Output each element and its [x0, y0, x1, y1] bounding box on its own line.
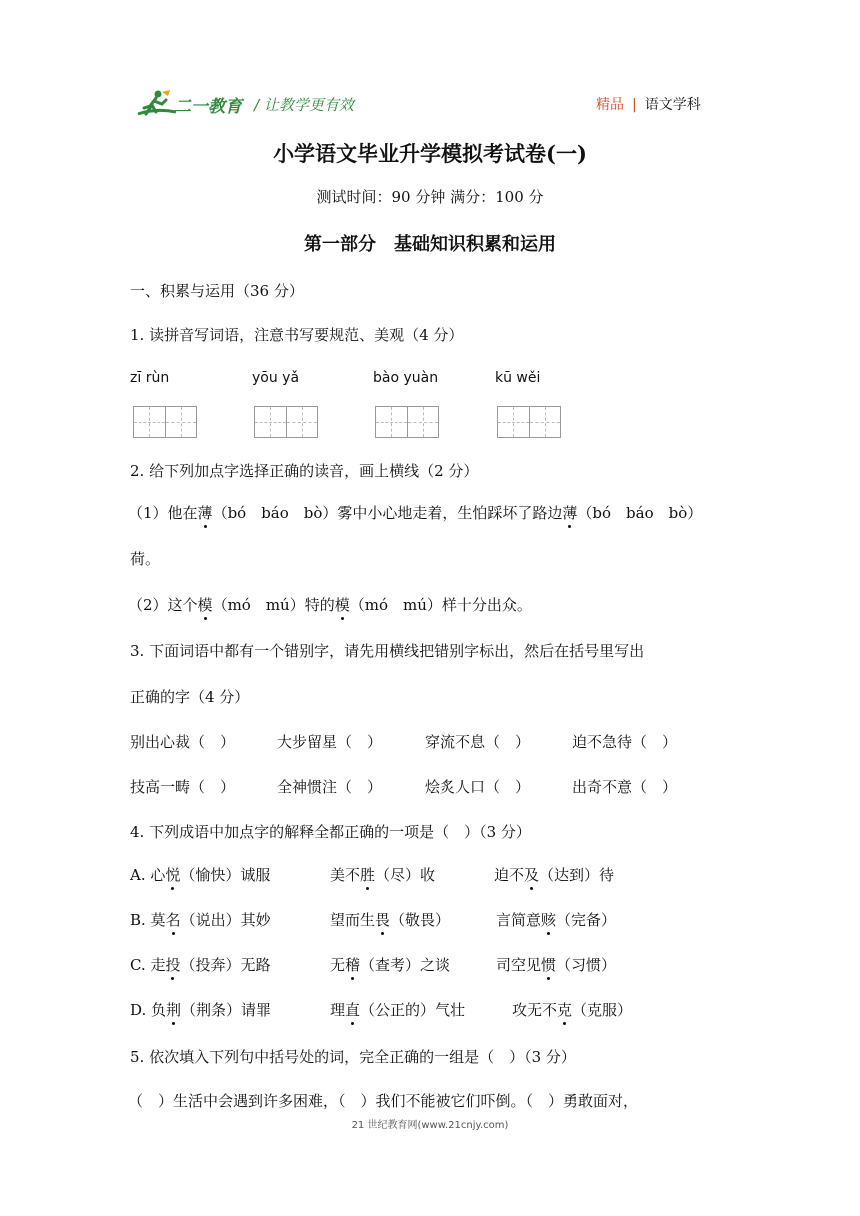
q1-writing-grid-2[interactable] — [254, 406, 318, 438]
q4-option-b — [130, 909, 616, 930]
dotted-char: 惯 — [541, 956, 557, 974]
subject-badge — [596, 94, 701, 114]
opt-text: 美不 — [330, 866, 361, 884]
subject-label: 语文学科 — [644, 97, 701, 113]
dotted-char: 直 — [345, 1001, 361, 1019]
dotted-char: 薄 — [197, 504, 213, 522]
opt-text: B. 莫 — [130, 911, 166, 929]
opt-text: （敬畏） — [390, 911, 451, 929]
q2-s1-part-a: （1）他在 — [128, 504, 198, 522]
opt-text: （达到）待 — [539, 866, 615, 884]
dotted-char: 投 — [165, 956, 181, 974]
q3-item: 烩炙人口（ ） — [425, 778, 531, 796]
q2-sentence-2 — [128, 594, 532, 615]
opt-text: （荆条）请罪 — [181, 1001, 272, 1019]
q4-option-c — [130, 954, 616, 975]
opt-text: （公正的）气壮 — [360, 1001, 466, 1019]
dotted-char: 模 — [334, 596, 350, 614]
q3-item: 穿流不息（ ） — [425, 733, 531, 751]
q1-pinyin-1: zī rùn — [130, 370, 170, 386]
q1-pinyin-3: bào yuàn — [373, 370, 439, 386]
q2-s2-part-a: （2）这个 — [128, 596, 198, 614]
q3-text-2: 正确的字（4 分） — [130, 688, 250, 706]
opt-text: 攻无不 — [512, 1001, 558, 1019]
q4-text: 4. 下列成语中加点字的解释全都正确的一项是（ ）（3 分） — [130, 823, 531, 841]
q5-line: （ ）生活中会遇到许多困难，（ ）我们不能被它们吓倒。（ ）勇敢面对， — [128, 1092, 639, 1110]
page-title: 小学语文毕业升学模拟考试卷(一) — [273, 141, 587, 166]
q3-item: 技高一畴（ ） — [130, 778, 236, 796]
q1-writing-grid-4[interactable] — [497, 406, 561, 438]
brand-logo — [136, 88, 246, 120]
dotted-char: 悦 — [165, 866, 181, 884]
opt-text: （投奔）无路 — [180, 956, 271, 974]
q2-sentence-1 — [128, 502, 702, 523]
opt-text: 言简意 — [496, 911, 542, 929]
dotted-char: 赅 — [541, 911, 557, 929]
q2-s1-part-b: （bó báo bò）雾中小心地走着，生怕踩坏了路边 — [212, 504, 563, 522]
opt-text: 迫不 — [494, 866, 525, 884]
opt-text: （克服） — [572, 1001, 633, 1019]
dotted-char: 模 — [197, 596, 213, 614]
opt-text: A. 心 — [130, 866, 166, 884]
dotted-char: 名 — [165, 911, 181, 929]
q1-writing-grid-3[interactable] — [375, 406, 439, 438]
footer-source: 21 世纪教育网(www.21cnjy.com) — [351, 1120, 509, 1131]
brand-name: 二一教育 — [174, 97, 242, 117]
q1-writing-grid-1[interactable] — [133, 406, 197, 438]
q3-item: 全神惯注（ ） — [277, 778, 383, 796]
opt-text: 无 — [330, 956, 346, 974]
q5-text: 5. 依次填入下列句中括号处的词，完全正确的一组是（ ）（3 分） — [130, 1048, 576, 1066]
dotted-char: 薄 — [562, 504, 578, 522]
q1-pinyin-4: kū wěi — [495, 370, 541, 386]
badge-separator: | — [632, 97, 637, 113]
q3-item: 别出心裁（ ） — [130, 733, 236, 751]
opt-text: （习惯） — [556, 956, 617, 974]
slogan: / 让教学更有效 — [254, 96, 354, 114]
q1-text: 1. 读拼音写词语，注意书写要规范、美观（4 分） — [130, 326, 464, 344]
dotted-char: 克 — [557, 1001, 573, 1019]
opt-text: （尽）收 — [375, 866, 436, 884]
q3-text-1: 3. 下面词语中都有一个错别字，请先用横线把错别字标出，然后在括号里写出 — [130, 642, 645, 660]
q2-s1-part-c: （bó báo bò） — [577, 504, 703, 522]
section-title: 第一部分 基础知识积累和运用 — [304, 234, 556, 255]
opt-text: （完备） — [556, 911, 617, 929]
dotted-char: 稽 — [345, 956, 361, 974]
q3-item: 出奇不意（ ） — [572, 778, 678, 796]
opt-text: （查考）之谈 — [360, 956, 451, 974]
q2-sentence-1-cont: 荷。 — [130, 550, 161, 568]
part1-heading: 一、积累与运用（36 分） — [130, 282, 304, 300]
opt-text: C. 走 — [130, 956, 166, 974]
badge-jingpin: 精品 — [596, 97, 624, 113]
opt-text: （愉快）诚服 — [180, 866, 271, 884]
dotted-char: 及 — [524, 866, 540, 884]
q3-item: 大步留星（ ） — [277, 733, 383, 751]
q4-option-d — [130, 999, 632, 1020]
q2-s2-part-b: （mó mú）特的 — [212, 596, 335, 614]
opt-text: 司空见 — [496, 956, 542, 974]
q4-option-a — [130, 864, 614, 885]
q2-s2-part-c: （mó mú）样十分出众。 — [349, 596, 532, 614]
dotted-char: 荆 — [166, 1001, 182, 1019]
q1-pinyin-2: yōu yǎ — [252, 370, 300, 386]
opt-text: （说出）其妙 — [180, 911, 271, 929]
dotted-char: 胜 — [360, 866, 376, 884]
opt-text: 望而生 — [330, 911, 376, 929]
q3-item: 迫不急待（ ） — [572, 733, 678, 751]
opt-text: D. 负 — [130, 1001, 167, 1019]
dotted-char: 畏 — [375, 911, 391, 929]
opt-text: 理 — [330, 1001, 346, 1019]
exam-info: 测试时间：90 分钟 满分：100 分 — [316, 188, 544, 206]
q2-text: 2. 给下列加点字选择正确的读音，画上横线（2 分） — [130, 462, 479, 480]
